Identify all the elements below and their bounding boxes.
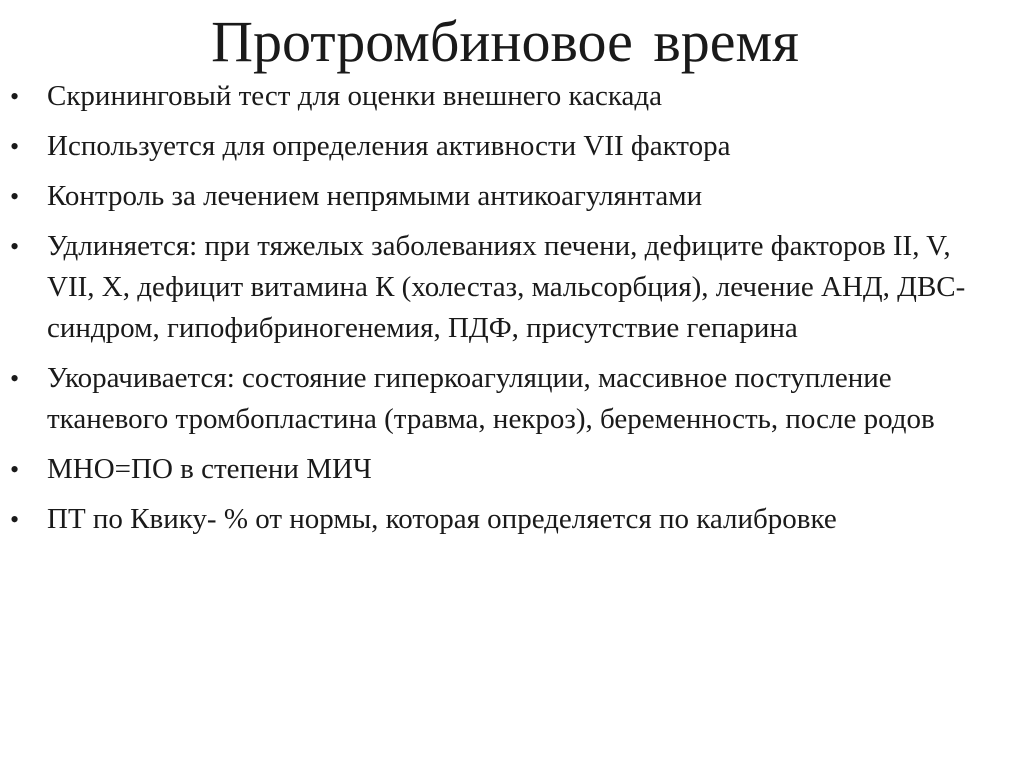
bullet-item-prolonged: [10, 226, 990, 349]
bullet-text: Укорачивается: состояние гиперкоагуляции, массивное поступление тканевого тромбопластина (травма, некроз), беременность, после родов: [47, 362, 935, 435]
bullet-marker: •: [10, 364, 20, 393]
slide-title: Протромбиновое время: [211, 9, 799, 74]
bullet-item-anticoagulant-control: [10, 176, 990, 217]
bullet-text: ПТ по Квику- % от нормы, которая определяется по калибровке: [47, 503, 837, 535]
bullet-text: Скрининговый тест для оценки внешнего каскада: [47, 80, 663, 112]
bullet-text: Контроль за лечением непрямыми антикоагулянтами: [47, 180, 703, 212]
bullet-marker: •: [10, 132, 20, 161]
bullet-item-inr-formula: [10, 449, 990, 490]
bullet-marker: •: [10, 232, 20, 261]
bullet-marker: •: [10, 505, 20, 534]
bullet-item-shortened: [10, 358, 990, 440]
bullet-item-screening-test: [10, 76, 990, 117]
bullet-text: Используется для определения активности VII фактора: [47, 130, 731, 162]
bullet-item-factor-vii: [10, 126, 990, 167]
bullet-marker: •: [10, 455, 20, 484]
bullet-marker: •: [10, 82, 20, 111]
bullet-text: Удлиняется: при тяжелых заболеваниях печени, дефиците факторов II, V, VII, X, дефицит витамина К (холестаз, мальсорбция), лечение АНД, ДВС-синдром, гипофибриногенемия, ПДФ, присутствие гепарина: [47, 230, 966, 344]
bullet-marker: •: [10, 182, 20, 211]
bullet-list: [10, 76, 990, 549]
bullet-item-quick-pt: [10, 499, 990, 540]
bullet-text: МНО=ПО в степени МИЧ: [47, 453, 372, 485]
